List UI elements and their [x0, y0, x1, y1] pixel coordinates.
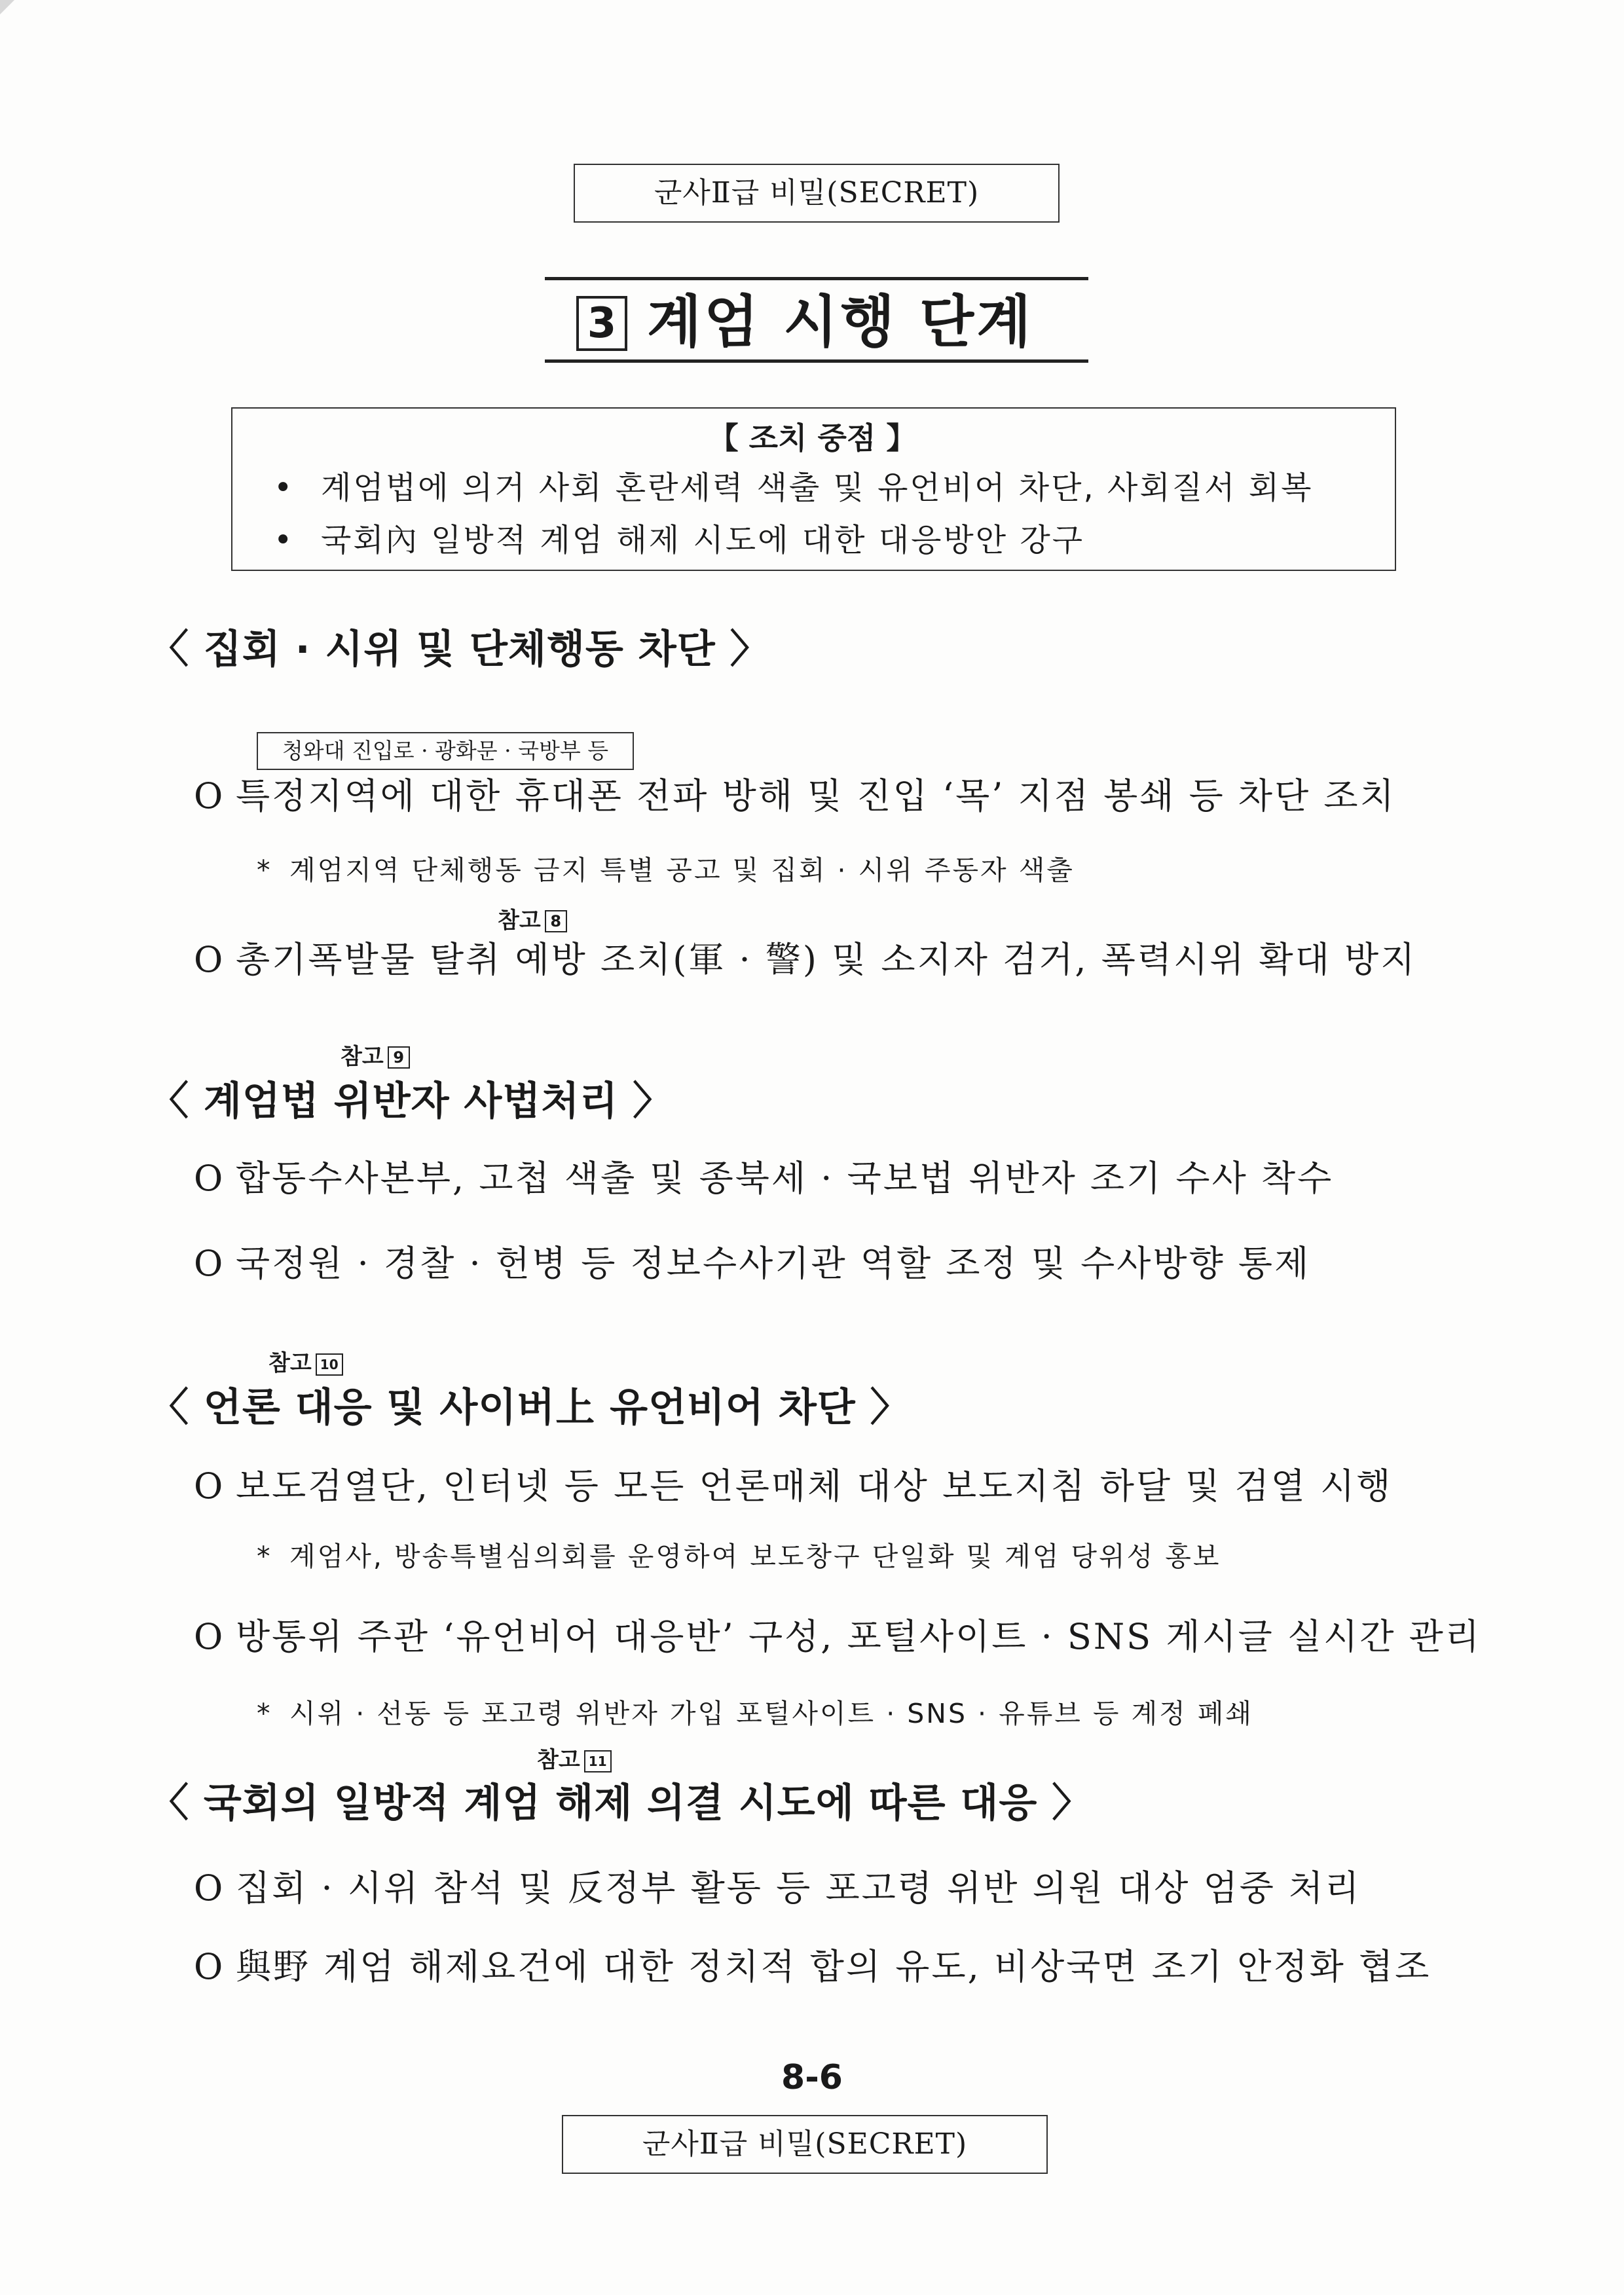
section-heading: 〈 계엄법 위반자 사법처리 〉 — [149, 1078, 673, 1124]
reference-number: 11 — [584, 1750, 612, 1772]
reference-number: 10 — [316, 1353, 343, 1376]
classification-header: 군사Ⅱ급 비밀(SECRET) — [574, 164, 1060, 223]
section-heading: 〈 국회의 일방적 계엄 해제 의결 시도에 따른 대응 〉 — [149, 1780, 1092, 1826]
bullet-text: 방통위 주관 ‘유언비어 대응반’ 구성, 포털사이트 · SNS 게시글 실시간 관리 — [236, 1616, 1481, 1657]
page-number: 8-6 — [781, 2058, 843, 2097]
note-text: 시위 · 선동 등 포고령 위반자 가입 포털사이트 · SNS · 유튜브 등 계정 폐쇄 — [289, 1698, 1254, 1729]
note-marker: * — [257, 1541, 272, 1572]
focus-item — [274, 519, 1084, 562]
title-text: 계엄 시행 단계 — [647, 289, 1034, 355]
location-tag: 청와대 진입로 · 광화문 · 국방부 등 — [257, 732, 634, 770]
bullet-text: 보도검열단, 인터넷 등 모든 언론매체 대상 보도지침 하달 및 검열 시행 — [236, 1465, 1393, 1507]
bullet-text: 與野 계엄 해제요건에 대한 정치적 합의 유도, 비상국면 조기 안정화 협조 — [236, 1946, 1431, 1987]
focus-bullet-marker: • — [274, 522, 295, 559]
focus-item-text: 계엄법에 의거 사회 혼란세력 색출 및 유언비어 차단, 사회질서 회복 — [321, 469, 1314, 506]
bullet-text: 집회 · 시위 참석 및 反정부 활동 등 포고령 위반 의원 대상 엄중 처리 — [236, 1867, 1361, 1909]
reference-label: 참고 — [498, 908, 541, 934]
bullet-item — [194, 1461, 1392, 1511]
bullet-marker: O — [194, 1616, 225, 1657]
reference-number: 8 — [545, 910, 567, 932]
bullet-text: 국정원 · 경찰 · 헌병 등 정보수사기관 역할 조정 및 수사방향 통제 — [236, 1243, 1311, 1284]
note-marker: * — [257, 854, 272, 886]
focus-bullet-marker: • — [274, 469, 295, 506]
focus-item-text: 국회內 일방적 계엄 해제 시도에 대한 대응방안 강구 — [321, 522, 1085, 559]
section-heading: 〈 집회 · 시위 및 단체행동 차단 〉 — [149, 627, 770, 672]
reference-mark — [498, 906, 567, 935]
note-text: 계엄사, 방송특별심의회를 운영하여 보도창구 단일화 및 계엄 당위성 홍보 — [289, 1541, 1221, 1572]
focus-heading: 【 조치 중점 】 — [708, 420, 917, 456]
title-number: 3 — [576, 296, 627, 351]
bullet-marker: O — [194, 1158, 225, 1199]
bullet-marker: O — [194, 1465, 225, 1507]
classification-footer: 군사Ⅱ급 비밀(SECRET) — [562, 2115, 1048, 2174]
note-marker: * — [257, 1698, 272, 1729]
note-item — [257, 851, 1075, 889]
bullet-item — [194, 1942, 1431, 1992]
bullet-text: 총기폭발물 탈취 예방 조치(軍 · 警) 및 소지자 검거, 폭력시위 확대 방지 — [236, 939, 1417, 980]
reference-mark — [537, 1746, 612, 1774]
section-heading: 〈 언론 대응 및 사이버上 유언비어 차단 〉 — [149, 1385, 910, 1431]
bullet-text: 합동수사본부, 고첩 색출 및 종북세 · 국보법 위반자 조기 수사 착수 — [236, 1158, 1334, 1199]
note-item — [257, 1537, 1221, 1575]
focus-item — [274, 466, 1314, 509]
reference-label: 참고 — [268, 1350, 312, 1376]
bullet-marker: O — [194, 939, 225, 980]
bullet-text: 특정지역에 대한 휴대폰 전파 방해 및 진입 ‘목’ 지점 봉쇄 등 차단 조치 — [236, 775, 1396, 817]
reference-mark — [341, 1042, 410, 1071]
page-title — [576, 286, 1033, 358]
title-rule-top — [545, 277, 1088, 280]
bullet-item — [194, 935, 1416, 985]
reference-mark — [268, 1349, 343, 1378]
bullet-item — [194, 1612, 1481, 1662]
bullet-marker: O — [194, 775, 225, 817]
scan-corner-mark — [0, 0, 14, 14]
note-text: 계엄지역 단체행동 금지 특별 공고 및 집회 · 시위 주동자 색출 — [289, 854, 1075, 886]
title-rule-bottom — [545, 359, 1088, 363]
bullet-item — [194, 1864, 1361, 1913]
bullet-marker: O — [194, 1243, 225, 1284]
reference-number: 9 — [388, 1046, 410, 1069]
reference-label: 참고 — [537, 1747, 580, 1773]
bullet-item — [194, 1154, 1333, 1203]
bullet-item — [194, 771, 1396, 821]
bullet-item — [194, 1239, 1310, 1289]
reference-label: 참고 — [341, 1044, 384, 1070]
bullet-marker: O — [194, 1946, 225, 1987]
note-item — [257, 1695, 1253, 1733]
bullet-marker: O — [194, 1867, 225, 1909]
